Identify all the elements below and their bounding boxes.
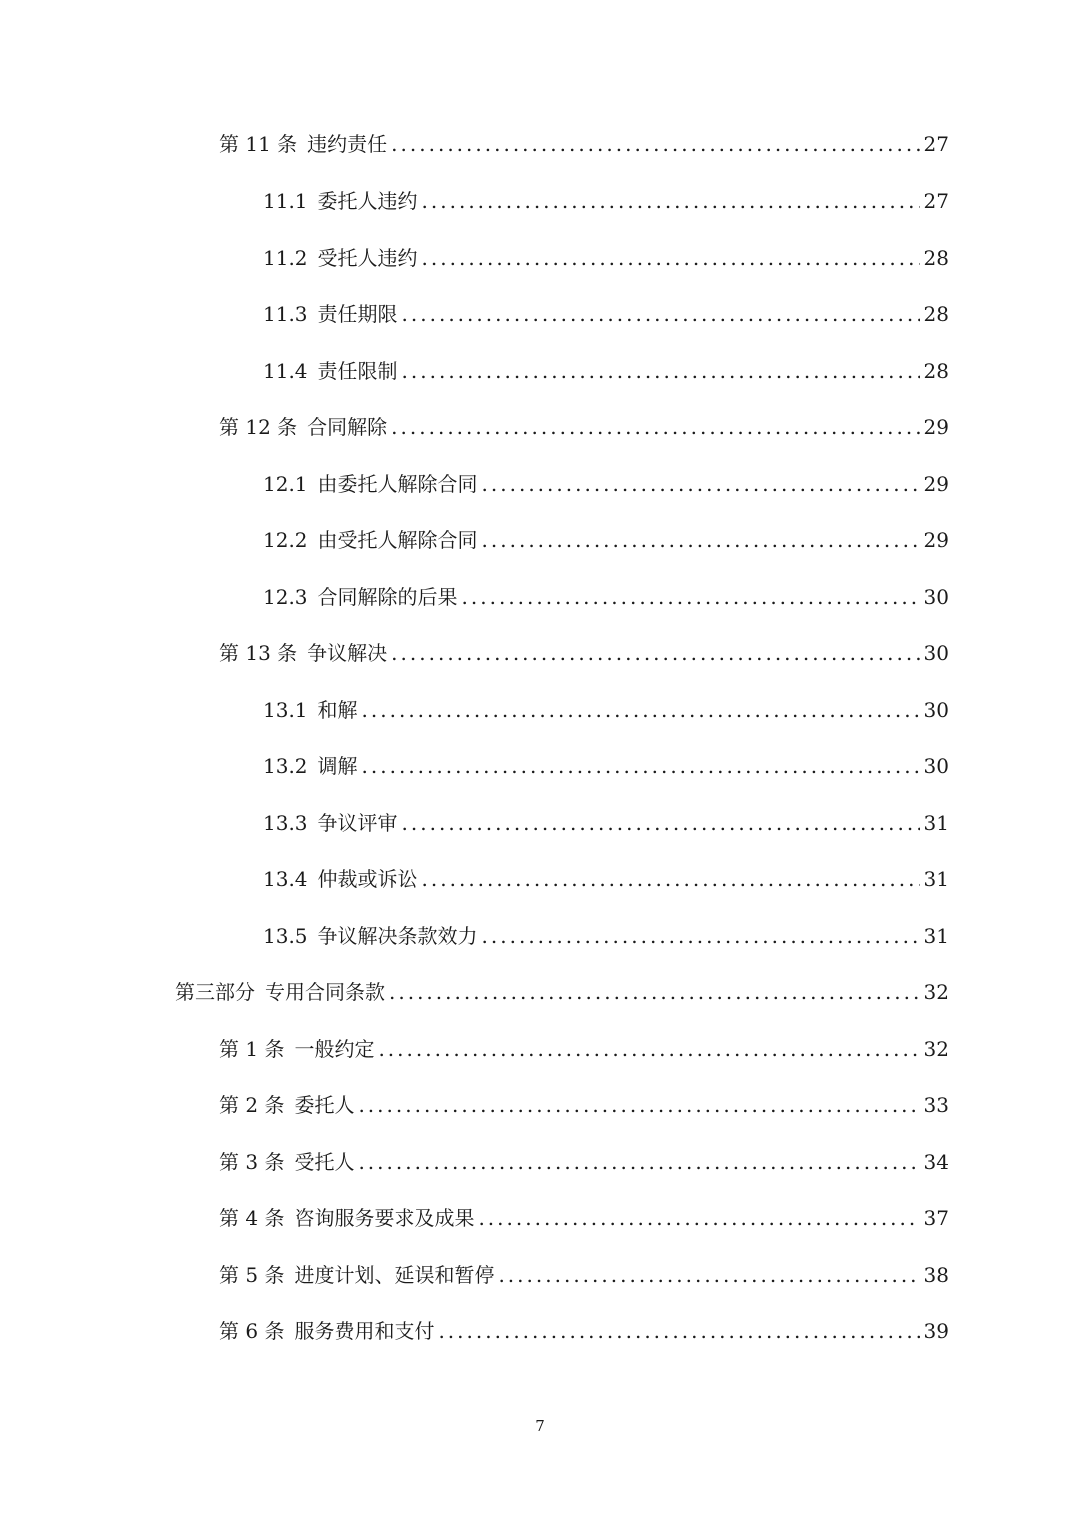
toc-entry-page: 31 (923, 924, 949, 948)
toc-entry-number: 11.1 (263, 189, 308, 213)
toc-entry-title: 受托人违约 (317, 246, 418, 270)
toc-entry-number: 13.4 (263, 867, 308, 891)
toc-dot-leader (402, 805, 920, 841)
toc-dot-leader (391, 409, 919, 445)
toc-entry[interactable] (219, 1087, 949, 1123)
toc-entry-number: 12.1 (263, 472, 308, 496)
toc-entry-title: 一般约定 (294, 1037, 375, 1061)
toc-dot-leader (438, 1313, 919, 1349)
toc-dot-leader (462, 579, 920, 615)
toc-entry[interactable] (263, 918, 949, 954)
toc-entry-title: 专用合同条款 (265, 980, 385, 1004)
toc-entry-number: 11.4 (263, 359, 308, 383)
toc-entry[interactable] (219, 1144, 949, 1180)
toc-entry-title: 受托人 (294, 1150, 355, 1174)
toc-dot-leader (422, 240, 920, 276)
toc-entry[interactable] (263, 522, 949, 558)
toc-dot-leader (362, 692, 920, 728)
toc-entry[interactable] (175, 974, 949, 1010)
toc-entry-page: 31 (923, 811, 949, 835)
toc-entry-page: 30 (923, 754, 949, 778)
toc-dot-leader (422, 861, 920, 897)
toc-entry-page: 38 (923, 1263, 949, 1287)
toc-dot-leader (422, 183, 920, 219)
toc-dot-leader (482, 466, 920, 502)
toc-entry[interactable] (219, 635, 949, 671)
toc-dot-leader (378, 1031, 919, 1067)
toc-dot-leader (498, 1257, 919, 1293)
toc-entry-number: 11.3 (263, 302, 308, 326)
toc-dot-leader (391, 126, 919, 162)
toc-entry-title: 委托人违约 (317, 189, 418, 213)
toc-entry-page: 28 (923, 302, 949, 326)
toc-entry-title: 和解 (317, 698, 358, 722)
toc-entry-page: 37 (923, 1206, 949, 1230)
toc-entry[interactable] (263, 748, 949, 784)
toc-entry-page: 28 (923, 359, 949, 383)
toc-entry-number: 第 6 条 (219, 1319, 285, 1343)
toc-entry[interactable] (263, 466, 949, 502)
toc-entry-title: 违约责任 (307, 132, 388, 156)
toc-dot-leader (389, 974, 920, 1010)
toc-entry-page: 29 (923, 472, 949, 496)
toc-entry[interactable] (263, 579, 949, 615)
toc-entry[interactable] (263, 805, 949, 841)
toc-entry-number: 第三部分 (175, 980, 255, 1004)
toc-entry-number: 第 4 条 (219, 1206, 285, 1230)
toc-entry[interactable] (219, 126, 949, 162)
toc-entry-number: 第 12 条 (219, 415, 298, 439)
toc-entry[interactable] (263, 240, 949, 276)
toc-entry-page: 30 (923, 698, 949, 722)
toc-dot-leader (358, 1144, 919, 1180)
toc-entry-number: 12.3 (263, 585, 308, 609)
toc-entry-title: 由受托人解除合同 (317, 528, 478, 552)
toc-entry-title: 服务费用和支付 (294, 1319, 435, 1343)
toc-entry-number: 13.3 (263, 811, 308, 835)
toc-entry[interactable] (219, 1257, 949, 1293)
toc-entry-page: 30 (923, 641, 949, 665)
toc-entry-number: 第 11 条 (219, 132, 298, 156)
toc-entry[interactable] (263, 353, 949, 389)
toc-dot-leader (402, 296, 920, 332)
toc-entry-title: 由委托人解除合同 (317, 472, 478, 496)
toc-dot-leader (391, 635, 919, 671)
toc-entry[interactable] (219, 1031, 949, 1067)
toc-entry-number: 13.5 (263, 924, 308, 948)
page-number: 7 (535, 1417, 545, 1435)
toc-entry-title: 责任限制 (317, 359, 398, 383)
toc-entry-title: 责任期限 (317, 302, 398, 326)
toc-entry-title: 合同解除的后果 (317, 585, 458, 609)
toc-entry-title: 委托人 (294, 1093, 355, 1117)
toc-entry-title: 进度计划、延误和暂停 (294, 1263, 495, 1287)
toc-dot-leader (482, 522, 920, 558)
toc-entry-page: 33 (923, 1093, 949, 1117)
toc-entry-number: 11.2 (263, 246, 308, 270)
toc-entry-number: 12.2 (263, 528, 308, 552)
toc-entry[interactable] (219, 1200, 949, 1236)
toc-entry-page: 34 (923, 1150, 949, 1174)
toc-entry-title: 合同解除 (307, 415, 388, 439)
toc-entry-page: 31 (923, 867, 949, 891)
toc-entry-title: 调解 (317, 754, 358, 778)
toc-dot-leader (478, 1200, 919, 1236)
toc-dot-leader (362, 748, 920, 784)
toc-entry[interactable] (263, 692, 949, 728)
toc-entry[interactable] (219, 409, 949, 445)
toc-dot-leader (358, 1087, 919, 1123)
toc-entry-number: 第 2 条 (219, 1093, 285, 1117)
toc-entry-page: 30 (923, 585, 949, 609)
toc-entry[interactable] (263, 861, 949, 897)
toc-entry[interactable] (263, 183, 949, 219)
toc-entry-page: 39 (923, 1319, 949, 1343)
toc-entry[interactable] (263, 296, 949, 332)
toc-entry-number: 第 5 条 (219, 1263, 285, 1287)
toc-entry-title: 争议评审 (317, 811, 398, 835)
toc-entry-title: 仲裁或诉讼 (317, 867, 418, 891)
toc-entry-page: 29 (923, 528, 949, 552)
toc-entry-number: 第 13 条 (219, 641, 298, 665)
toc-entry-title: 争议解决 (307, 641, 388, 665)
toc-entry-page: 27 (923, 189, 949, 213)
toc-entry-number: 第 3 条 (219, 1150, 285, 1174)
toc-entry[interactable] (219, 1313, 949, 1349)
toc-entry-page: 27 (923, 132, 949, 156)
toc-entry-page: 29 (923, 415, 949, 439)
toc-dot-leader (482, 918, 920, 954)
toc-entry-page: 32 (923, 980, 949, 1004)
toc-entry-number: 第 1 条 (219, 1037, 285, 1061)
toc-dot-leader (402, 353, 920, 389)
toc-entry-number: 13.1 (263, 698, 308, 722)
toc-entry-page: 32 (923, 1037, 949, 1061)
toc-entry-title: 咨询服务要求及成果 (294, 1206, 475, 1230)
toc-entry-number: 13.2 (263, 754, 308, 778)
toc-entry-title: 争议解决条款效力 (317, 924, 478, 948)
toc-entry-page: 28 (923, 246, 949, 270)
